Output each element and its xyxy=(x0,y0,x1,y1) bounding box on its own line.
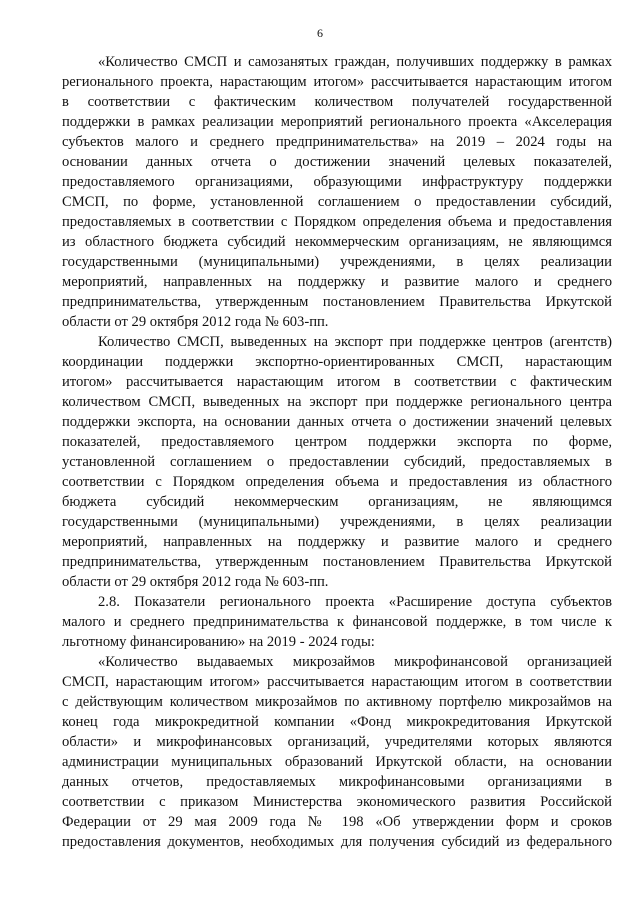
text-line: бюджета субсидий некоммерческим организациям, не являющимся xyxy=(62,494,612,510)
text-line: поддержки экспорта, на основании данных отчета о достижении значений целевых xyxy=(62,414,612,430)
paragraph xyxy=(62,52,612,332)
text-line: предпринимательства, утвержденным постановлением Правительства Иркутской xyxy=(62,294,612,310)
text-line: Количество СМСП, выведенных на экспорт при поддержке центров (агентств) xyxy=(98,334,612,350)
text-line: итогом» рассчитывается нарастающим итогом в соответствии с фактическим xyxy=(62,374,612,390)
text-line: области» и микрофинансовых организаций, учредителями которых являются xyxy=(62,734,612,750)
text-line: государственными (муниципальными) учреждениями, в целях реализации xyxy=(62,514,612,530)
text-line: области от 29 октября 2012 года № 603-пп. xyxy=(62,314,329,330)
text-line: количеством СМСП, выведенных на экспорт при поддержке регионального центра xyxy=(62,394,612,410)
text-line: области от 29 октября 2012 года № 603-пп. xyxy=(62,574,329,590)
text-line: показателей, предоставляемого центром поддержки экспорта по форме, xyxy=(62,434,612,450)
text-line: «Количество выдаваемых микрозаймов микрофинансовой организацией xyxy=(98,654,612,670)
paragraph xyxy=(62,652,612,852)
text-line: координации поддержки экспортно-ориентированных СМСП, нарастающим xyxy=(62,354,612,370)
document-body xyxy=(62,52,612,852)
text-line: мероприятий, направленных на поддержку и развитие малого и среднего xyxy=(62,274,612,290)
text-line: предоставляемого организациями, образующими инфраструктуру поддержки xyxy=(62,174,612,190)
text-line: субъектов малого и среднего предпринимательства» на 2019 – 2024 годы на xyxy=(62,134,612,150)
paragraph xyxy=(62,332,612,592)
text-line: конец года микрокредитной компании «Фонд микрокредитования Иркутской xyxy=(62,714,612,730)
text-line: СМСП, по форме, установленной соглашением о предоставлении субсидий, xyxy=(62,194,612,210)
text-line: соответствии с приказом Министерства экономического развития Российской xyxy=(62,794,612,810)
text-line: данных отчетов, предоставляемых микрофинансовыми организациями в xyxy=(62,774,612,790)
text-line: Федерации от 29 мая 2009 года № 198 «Об утверждении форм и сроков xyxy=(62,814,612,830)
text-line: предпринимательства, утвержденным постановлением Правительства Иркутской xyxy=(62,554,612,570)
text-line: государственными (муниципальными) учреждениями, в целях реализации xyxy=(62,254,612,270)
text-line: с действующим количеством микрозаймов по активному портфелю микрозаймов на xyxy=(62,694,612,710)
text-line: в соответствии с фактическим количеством получателей государственной xyxy=(62,94,612,110)
page-number: 6 xyxy=(317,26,323,40)
text-line: из областного бюджета субсидий некоммерческим организациям, не являющимся xyxy=(62,234,612,250)
text-line: льготному финансированию» на 2019 - 2024 годы: xyxy=(62,634,375,650)
paragraph xyxy=(62,592,612,652)
text-line: «Количество СМСП и самозанятых граждан, получивших поддержку в рамках xyxy=(98,54,612,70)
text-line: основании данных отчета о достижении значений целевых показателей, xyxy=(62,154,612,170)
text-line: мероприятий, направленных на поддержку и развитие малого и среднего xyxy=(62,534,612,550)
text-line: предоставления документов, необходимых для получения субсидий из федерального xyxy=(62,834,612,850)
text-line: регионального проекта, нарастающим итогом» рассчитывается нарастающим итогом xyxy=(62,74,612,90)
text-line: соответствии с Порядком определения объема и предоставления из областного xyxy=(62,474,612,490)
text-line: установленной соглашением о предоставлении субсидий, предоставляемых в xyxy=(62,454,612,470)
text-line: поддержки в рамках реализации мероприятий регионального проекта «Акселерация xyxy=(62,114,612,130)
text-line: 2.8. Показатели регионального проекта «Расширение доступа субъектов xyxy=(98,594,612,610)
text-line: малого и среднего предпринимательства к финансовой поддержке, в том числе к xyxy=(62,614,612,630)
text-line: предоставляемых в соответствии с Порядком определения объема и предоставления xyxy=(62,214,612,230)
text-line: СМСП, нарастающим итогом» рассчитывается нарастающим итогом в соответствии xyxy=(62,674,612,690)
text-line: администрации муниципальных образований Иркутской области, на основании xyxy=(62,754,612,770)
